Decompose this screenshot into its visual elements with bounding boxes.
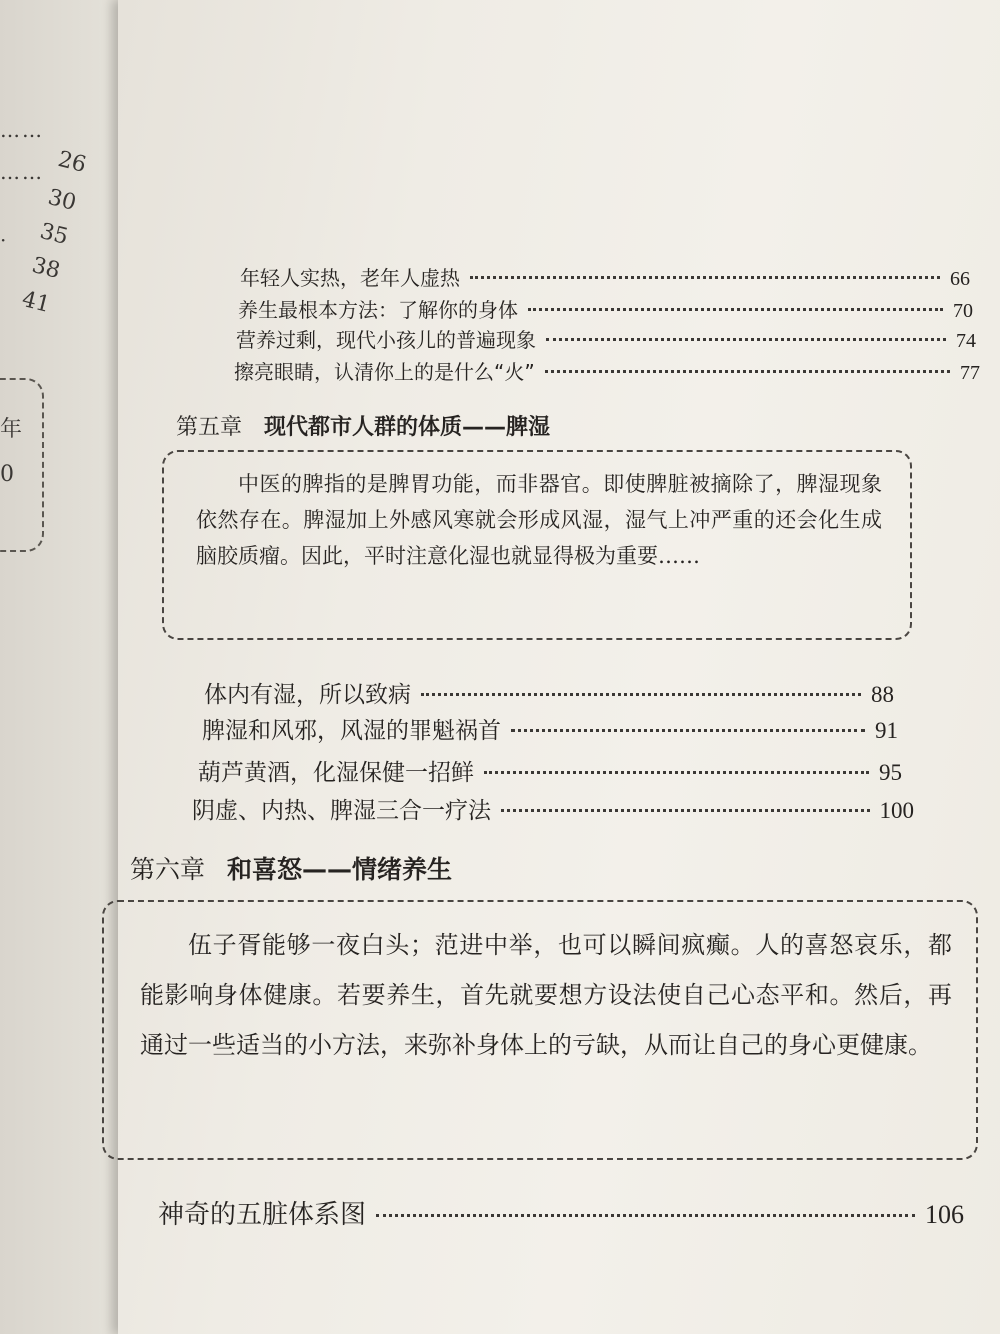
chapter-title: 和喜怒——情绪养生 — [227, 855, 453, 884]
leader-dots — [546, 338, 946, 341]
toc-entry-title: 葫芦黄酒，化湿保健一招鲜 — [198, 760, 474, 786]
chapter-heading — [176, 410, 550, 441]
book-page — [118, 0, 1000, 1334]
left-box-char: 0 — [0, 462, 14, 487]
toc-entry — [234, 356, 980, 385]
toc-entry-title: 年轻人实热，老年人虚热 — [240, 266, 460, 290]
chapter-number: 第五章 — [176, 415, 243, 440]
leader-dots: · — [0, 228, 9, 252]
page-number: 41 — [19, 286, 53, 319]
leader-dots — [421, 693, 861, 696]
toc-entry-title: 养生最根本方法：了解你的身体 — [238, 298, 518, 322]
toc-entry — [238, 294, 973, 323]
toc-entry-page: 66 — [950, 268, 970, 290]
leader-dots — [470, 276, 940, 279]
left-box-char: 年 — [0, 417, 23, 442]
toc-entry-page: 88 — [871, 682, 894, 707]
toc-entry-title: 擦亮眼睛，认清你上的是什么“火” — [234, 360, 535, 384]
toc-entry-title: 体内有湿，所以致病 — [204, 682, 411, 708]
leader-dots — [545, 370, 950, 373]
leader-dots — [501, 809, 870, 812]
toc-entry-page: 70 — [953, 300, 973, 322]
toc-entry-page: 91 — [875, 718, 898, 743]
toc-entry-title: 脾湿和风邪，风湿的罪魁祸首 — [202, 718, 501, 744]
toc-entry-page: 106 — [925, 1200, 964, 1229]
toc-entry — [204, 676, 894, 709]
page-number: 38 — [29, 252, 63, 285]
chapter-title: 现代都市人群的体质——脾湿 — [264, 415, 551, 440]
page-number: 35 — [37, 218, 71, 251]
leader-dots — [376, 1214, 915, 1217]
toc-entry — [240, 262, 970, 291]
toc-entry-page: 77 — [960, 362, 980, 384]
chapter-summary-box — [102, 900, 978, 1160]
toc-entry-page: 74 — [956, 330, 976, 352]
toc-entry-page: 95 — [879, 760, 902, 785]
toc-entry — [158, 1194, 964, 1231]
leader-dots: …… — [0, 160, 44, 184]
page-number: 30 — [45, 184, 79, 217]
chapter-heading — [130, 850, 452, 886]
toc-entry — [236, 324, 976, 353]
chapter-number: 第六章 — [130, 855, 206, 884]
leader-dots — [528, 308, 943, 311]
leader-dots — [511, 729, 865, 732]
page-number: 26 — [55, 146, 89, 179]
toc-entry — [192, 792, 914, 825]
toc-entry-title: 神奇的五脏体系图 — [158, 1200, 367, 1230]
leader-dots — [484, 771, 869, 774]
chapter-summary: 伍子胥能够一夜白头；范进中举，也可以瞬间疯癫。人的喜怒哀乐，都能影响身体健康。若要养生，首先就要想方设法使自己心态平和。然后，再通过一些适当的小方法，来弥补身体上的亏缺，从而让自己的身心更健康。 — [140, 931, 952, 1059]
toc-entry-title: 营养过剩，现代小孩儿的普遍现象 — [236, 328, 536, 352]
toc-entry — [198, 754, 902, 787]
toc-entry-title: 阴虚、内热、脾湿三合一疗法 — [192, 798, 491, 824]
toc-entry-page: 100 — [879, 798, 914, 823]
chapter-summary: 中医的脾指的是脾胃功能，而非器官。即使脾脏被摘除了，脾湿现象依然存在。脾湿加上外感风寒就会形成风湿，湿气上冲严重的还会化生成脑胶质瘤。因此，平时注意化湿也就显得极为重要…… — [196, 472, 882, 568]
leader-dots: …… — [0, 118, 44, 142]
toc-entry — [202, 712, 898, 745]
chapter-summary-box — [162, 450, 912, 640]
